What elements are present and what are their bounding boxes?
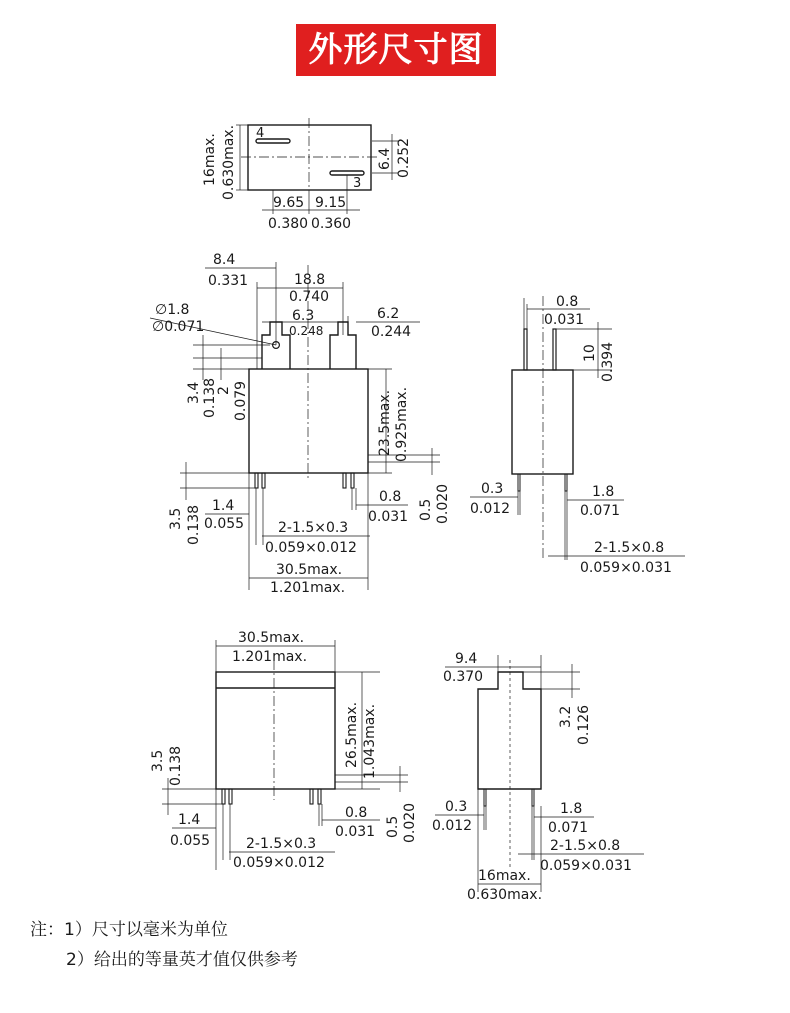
front-d4-mm: 6.2 xyxy=(377,306,400,322)
front-d4-in: 0.244 xyxy=(371,324,412,340)
front-width-in: 1.201max. xyxy=(270,580,346,596)
pin-3-label: 3 xyxy=(353,176,362,191)
side2-pin-w-mm: 1.8 xyxy=(560,801,583,817)
front-d2-mm: 18.8 xyxy=(294,272,326,288)
front-hole-mm: ∅1.8 xyxy=(155,302,190,318)
side2-depth-mm: 16max. xyxy=(478,868,531,884)
front-pin-sz-in: 0.059×0.012 xyxy=(265,540,357,556)
side-view-bottom xyxy=(435,655,644,892)
front-h2-in: 0.079 xyxy=(233,380,249,421)
front-h1-mm: 3.4 xyxy=(186,381,202,404)
bottom-pin-t-mm: 0.5 xyxy=(385,815,401,838)
front-h1-in: 0.138 xyxy=(202,377,218,418)
side2-pin-w-in: 0.071 xyxy=(548,820,589,836)
bottom-pin-len-in: 0.138 xyxy=(168,745,184,786)
pin-3-slot xyxy=(330,171,364,175)
top-left-in: 0.380 xyxy=(268,216,309,232)
front-d1-in: 0.331 xyxy=(208,273,249,289)
top-right-mm: 9.15 xyxy=(315,195,347,211)
side-tab-h-mm: 10 xyxy=(582,344,598,362)
side2-pin-t-mm: 0.3 xyxy=(445,799,468,815)
front-d3-in: 0.248 xyxy=(289,324,324,338)
front-pin-w-mm: 0.8 xyxy=(379,489,402,505)
front-pin-off-in: 0.055 xyxy=(204,516,245,532)
side-tab-left xyxy=(524,329,527,370)
front-d1-mm: 8.4 xyxy=(213,252,236,268)
top-left-mm: 9.65 xyxy=(273,195,305,211)
top-height-in: 0.630max. xyxy=(221,124,237,200)
side2-pin-sz-mm: 2-1.5×0.8 xyxy=(550,838,621,854)
bottom-height-mm: 26.5max. xyxy=(344,701,360,768)
front-d2-in: 0.740 xyxy=(289,289,330,305)
bottom-pin-off-in: 0.055 xyxy=(170,833,211,849)
side-pin-w-mm: 1.8 xyxy=(592,484,615,500)
side-pin-sz-mm: 2-1.5×0.8 xyxy=(594,540,665,556)
side-tab-right xyxy=(553,329,556,370)
top-right-in: 0.360 xyxy=(311,216,352,232)
bottom-pin-sz-in: 0.059×0.012 xyxy=(233,855,325,871)
note-reference: 2）给出的等量英才值仅供参考 xyxy=(66,950,298,970)
bottom-pin-len-mm: 3.5 xyxy=(150,749,166,772)
side-view-bottom-body xyxy=(478,672,541,789)
top-height-mm: 16max. xyxy=(202,133,218,186)
side2-step-mm: 3.2 xyxy=(558,705,574,728)
front-pin-off-mm: 1.4 xyxy=(212,498,235,514)
front-view-body xyxy=(249,369,368,473)
side2-pin-t-in: 0.012 xyxy=(432,818,473,834)
side2-top-mm: 9.4 xyxy=(455,651,478,667)
front-body-h-in: 0.925max. xyxy=(394,386,410,462)
bottom-pin-t-in: 0.020 xyxy=(402,802,418,843)
side-view-top xyxy=(470,296,685,560)
side-view-body xyxy=(512,370,573,474)
side-pin-sz-in: 0.059×0.031 xyxy=(580,560,672,576)
side2-top-in: 0.370 xyxy=(443,669,484,685)
side-tab-h-in: 0.394 xyxy=(600,341,616,382)
front-pin-len-in: 0.138 xyxy=(186,504,202,545)
side2-step-in: 0.126 xyxy=(576,704,592,745)
side-pin-t-in: 0.012 xyxy=(470,501,511,517)
front-h2-mm: 2 xyxy=(216,386,232,395)
top-gap-mm: 6.4 xyxy=(377,147,393,170)
bottom-pin-w-in: 0.031 xyxy=(335,824,376,840)
top-gap-in: 0.252 xyxy=(396,137,412,178)
side2-pin-sz-in: 0.059×0.031 xyxy=(540,858,632,874)
bottom-pin-off-mm: 1.4 xyxy=(178,812,201,828)
side2-depth-in: 0.630max. xyxy=(467,887,543,903)
front-hole-in: ∅0.071 xyxy=(152,319,205,335)
side-pin-t-mm: 0.3 xyxy=(481,481,504,497)
front-pin-w-in: 0.031 xyxy=(368,509,409,525)
pin-4-label: 4 xyxy=(256,126,265,141)
front-pin-t-in: 0.020 xyxy=(435,483,451,524)
front-body-h-mm: 23.5max. xyxy=(377,389,393,456)
side-tab-in: 0.031 xyxy=(544,312,585,328)
side-pin-w-in: 0.071 xyxy=(580,503,621,519)
page-title: 外形尺寸图 xyxy=(296,24,496,76)
bottom-height-in: 1.043max. xyxy=(362,703,378,779)
front-d3-mm: 6.3 xyxy=(292,308,315,324)
bottom-pin-w-mm: 0.8 xyxy=(345,805,368,821)
side-tab-mm: 0.8 xyxy=(556,294,579,310)
front-width-mm: 30.5max. xyxy=(276,562,343,578)
bottom-pin-sz-mm: 2-1.5×0.3 xyxy=(246,836,317,852)
bottom-width-in: 1.201max. xyxy=(232,649,308,665)
note-units: 注：1）尺寸以毫米为单位 xyxy=(30,920,228,940)
bottom-width-mm: 30.5max. xyxy=(238,630,305,646)
front-pin-len-mm: 3.5 xyxy=(168,507,184,530)
front-pin-sz-mm: 2-1.5×0.3 xyxy=(278,520,349,536)
front-pin-t-mm: 0.5 xyxy=(418,498,434,521)
front-view-bottom-body xyxy=(216,672,335,789)
